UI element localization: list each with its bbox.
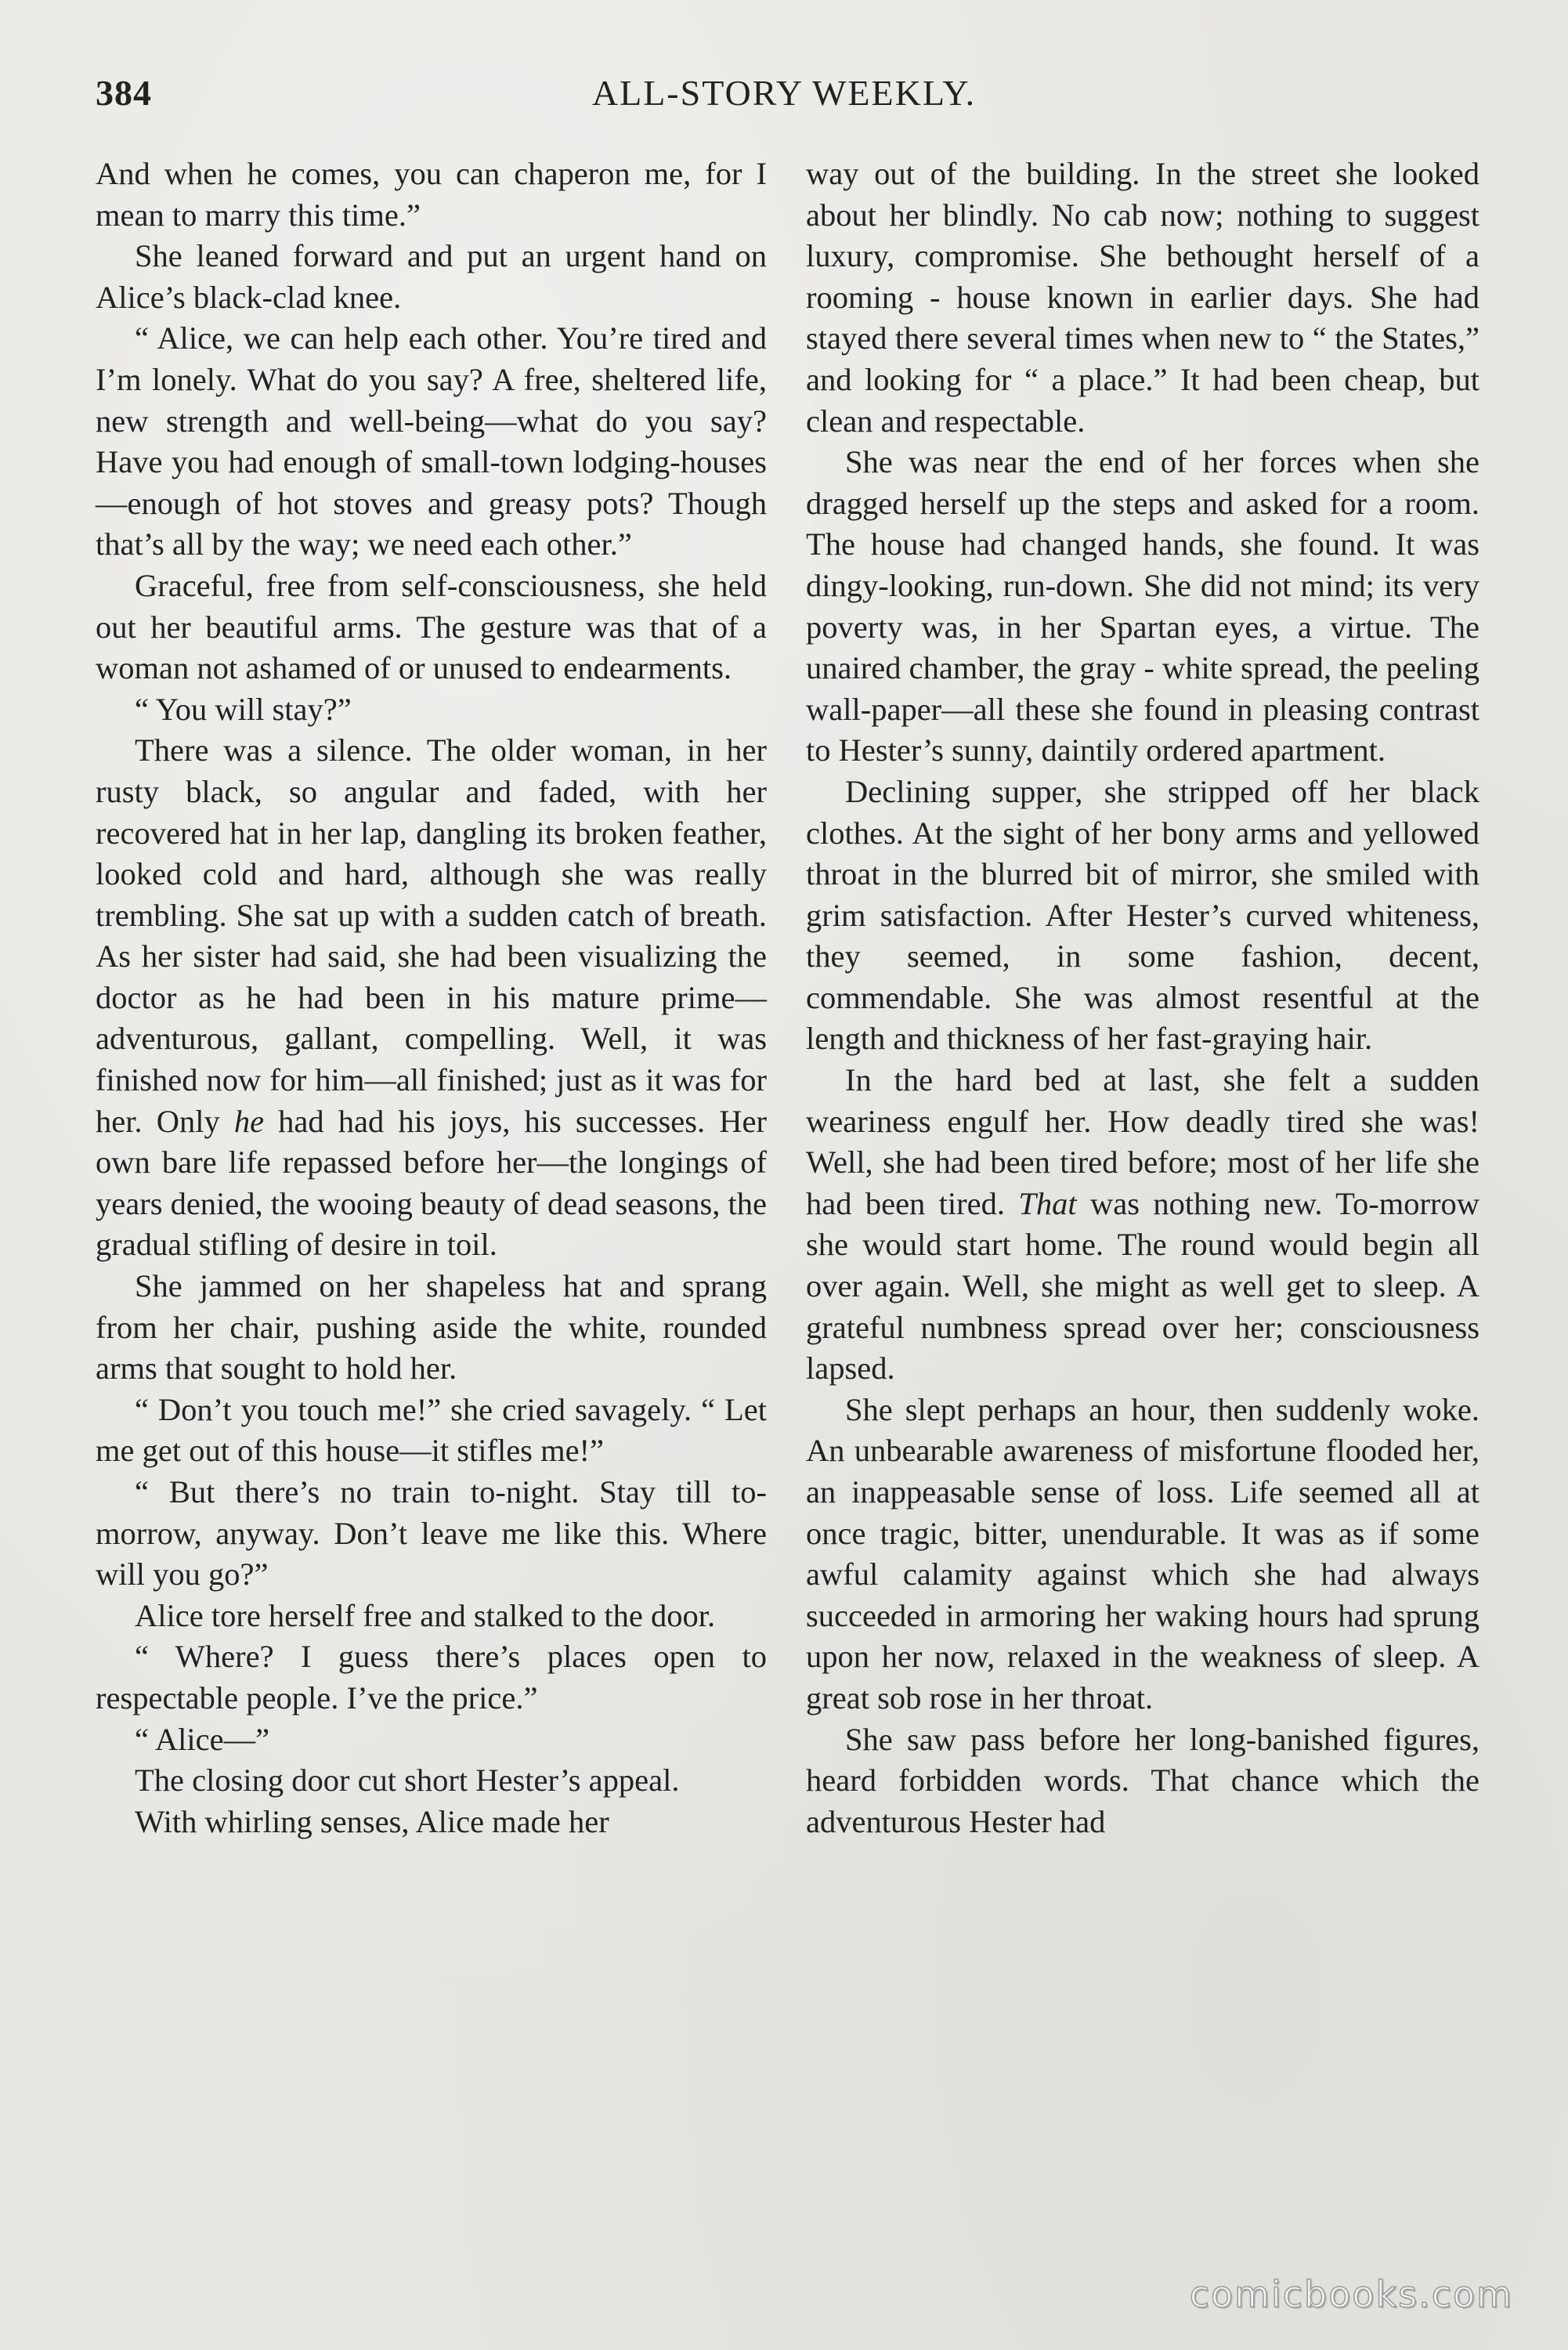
page-number: 384	[96, 73, 152, 113]
running-head: ALL-STORY WEEKLY.	[591, 73, 977, 113]
right-column	[806, 154, 1479, 1842]
paragraph: With whirling senses, Alice made her	[135, 1803, 609, 1839]
paragraph: And when he comes, you can chaperon me, for I mean to marry this time.”	[96, 156, 767, 233]
left-column	[96, 154, 767, 1842]
paragraph: “ Don’t you touch me!” she cried savagely. “ Let me get out of this house—it stifles me!”	[96, 1391, 767, 1469]
text-run: had had his joys, his successes. Her own bare life repassed before her—the longings of years denied, the wooing beauty of dead seasons, the gradual stifling of desire in toil.	[96, 1103, 767, 1263]
watermark: comicbooks.com	[1189, 2273, 1513, 2316]
paragraph	[96, 730, 767, 1266]
paragraph: Declining supper, she stripped off her black clothes. At the sight of her bony arms and yellowed throat in the blurred bit of mirror, she smiled with grim satisfaction. After Hester’s curved whiteness, they seemed, in some fashion, decent, commendable. She was almost resentful at the length and thickness of her fast-graying hair.	[806, 773, 1479, 1057]
paragraph: The closing door cut short Hester’s appeal.	[135, 1762, 680, 1799]
paragraph: “ Alice—”	[135, 1721, 270, 1757]
paragraph: “ Alice, we can help each other. You’re tired and I’m lonely. What do you say? A free, sheltered life, new strength and well-being—what do you say? Have you had enough of small-town lodging-houses —enough of hot stoves and greasy pots? Though that’s all by the way; we need each other.”	[96, 320, 767, 562]
paragraph	[806, 1060, 1479, 1390]
paragraph: Graceful, free from self-consciousness, she held out her beautiful arms. The gesture was that of a woman not ashamed of or unused to endearments.	[96, 567, 767, 686]
paragraph: She leaned forward and put an urgent hand on Alice’s black-clad knee.	[96, 238, 767, 315]
paragraph: “ But there’s no train to-night. Stay till to-morrow, anyway. Don’t leave me like this. Where will you go?”	[96, 1474, 767, 1593]
paragraph: Alice tore herself free and stalked to the door.	[135, 1597, 716, 1633]
paragraph: “ You will stay?”	[135, 691, 352, 727]
italic-text: he	[233, 1103, 265, 1139]
text-run: In the hard bed at last, she felt a sudden weariness engulf her. How deadly tired she was! Well, she had been tired before; most of her life she had been tired.	[806, 1062, 1479, 1221]
paragraph: She slept perhaps an hour, then suddenly woke. An unbearable awareness of misfortune flooded her, an inappeasable sense of loss. Life seemed all at once tragic, bitter, unendurable. It was as if some awful calamity against which she had always succeeded in armoring her waking hours had sprung upon her now, relaxed in the weakness of sleep. A great sob rose in her throat.	[806, 1391, 1479, 1716]
paragraph: way out of the building. In the street she looked about her blindly. No cab now; nothing to suggest luxury, compromise. She bethought herself of a rooming - house known in earlier days. She had stayed there several times when new to “ the States,” and looking for “ a place.” It had been cheap, but clean and respectable.	[806, 156, 1479, 439]
paragraph: “ Where? I guess there’s places open to respectable people. I’ve the price.”	[96, 1639, 767, 1716]
paragraph: She saw pass before her long-banished figures, heard forbidden words. That chance which the adventurous Hester had	[806, 1721, 1479, 1839]
paragraph: She was near the end of her forces when she dragged herself up the steps and asked for a room. The house had changed hands, she found. It was dingy-looking, run-down. She did not mind; its very poverty was, in her Spartan eyes, a virtue. The unaired chamber, the gray - white spread, the peeling wall-paper—all these she found in pleasing contrast to Hester’s sunny, daintily ordered apartment.	[806, 444, 1479, 768]
paragraph: She jammed on her shapeless hat and sprang from her chair, pushing aside the white, rounded arms that sought to hold her.	[96, 1268, 767, 1386]
text-run: was nothing new. To-morrow she would start home. The round would begin all over again. Well, she might as well get to sleep. A grateful numbness spread over her; consciousness lapsed.	[806, 1185, 1479, 1386]
text-run: There was a silence. The older woman, in her rusty black, so angular and faded, with her recovered hat in her lap, dangling its broken feather, looked cold and hard, although she was really trembling. She sat up with a sudden catch of breath. As her sister had said, she had been visualizing the doctor as he had been in his mature prime—adventurous, gallant, compelling. Well, it was finished now for him—all finished; just as it was for her. Only	[96, 732, 767, 1139]
italic-text: That	[1018, 1185, 1077, 1221]
